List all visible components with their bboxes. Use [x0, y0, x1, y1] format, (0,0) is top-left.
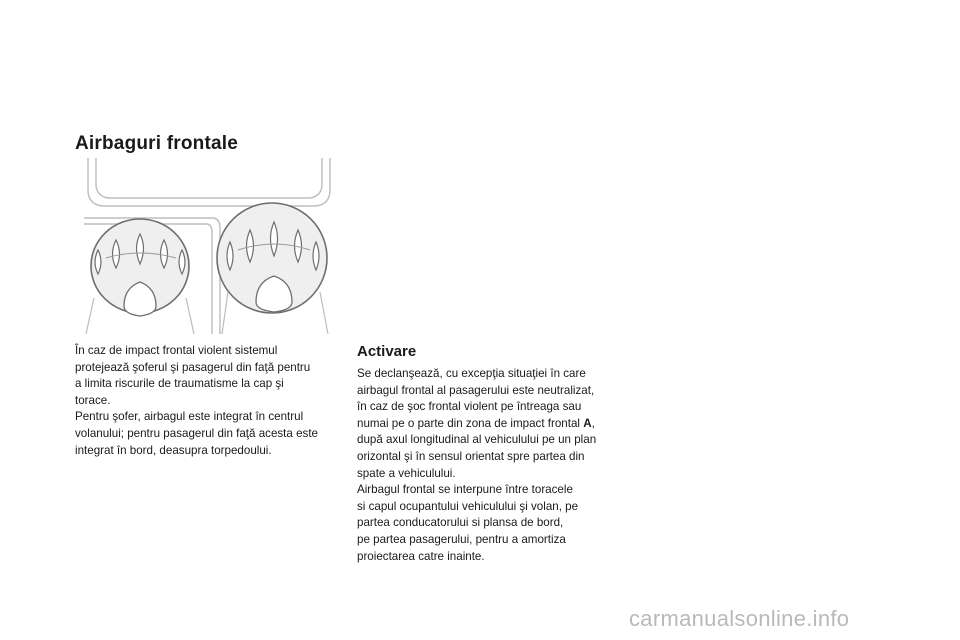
activation-p1-end: , după axul longitudinal al vehiculului pe un plan orizontal şi în sensul orientat spre partea din spate a vehiculului. — [357, 416, 597, 480]
watermark: carmanualsonline.info — [629, 606, 850, 631]
activation-paragraph-2: Airbagul frontal se interpune între toracele si capul ocupantului vehiculului şi volan, pe partea conducatorului si plansa de bord, pe partea pasagerului, pentru a amortiza proiectarea catre inainte. — [357, 483, 579, 563]
activation-p1-start: Se declanşează, cu excepţia situaţiei în care airbagul frontal al pasagerului este neutralizat, în caz de şoc frontal violent pe întreaga sau numai pe o parte din zona de impact frontal — [357, 367, 595, 430]
intro-paragraph: În caz de impact frontal violent sistemul protejează şoferul şi pasagerul din faţă pentru a limita riscurile de traumatisme la cap şi torace. Pentru şofer, airbagul este integrat în centrul volanului; pentru pasagerul din faţă acesta este integrat în bord, deasupra torpedoului. — [75, 344, 318, 457]
activation-text — [357, 366, 625, 565]
impact-zone-label: A — [583, 416, 592, 430]
front-airbags-illustration — [84, 158, 334, 334]
driver-airbag-icon — [86, 219, 194, 334]
activation-heading: Activare — [357, 343, 417, 360]
activation-paragraph-1 — [357, 366, 625, 482]
page-title: Airbaguri frontale — [75, 133, 239, 154]
passenger-airbag-icon — [217, 203, 328, 334]
